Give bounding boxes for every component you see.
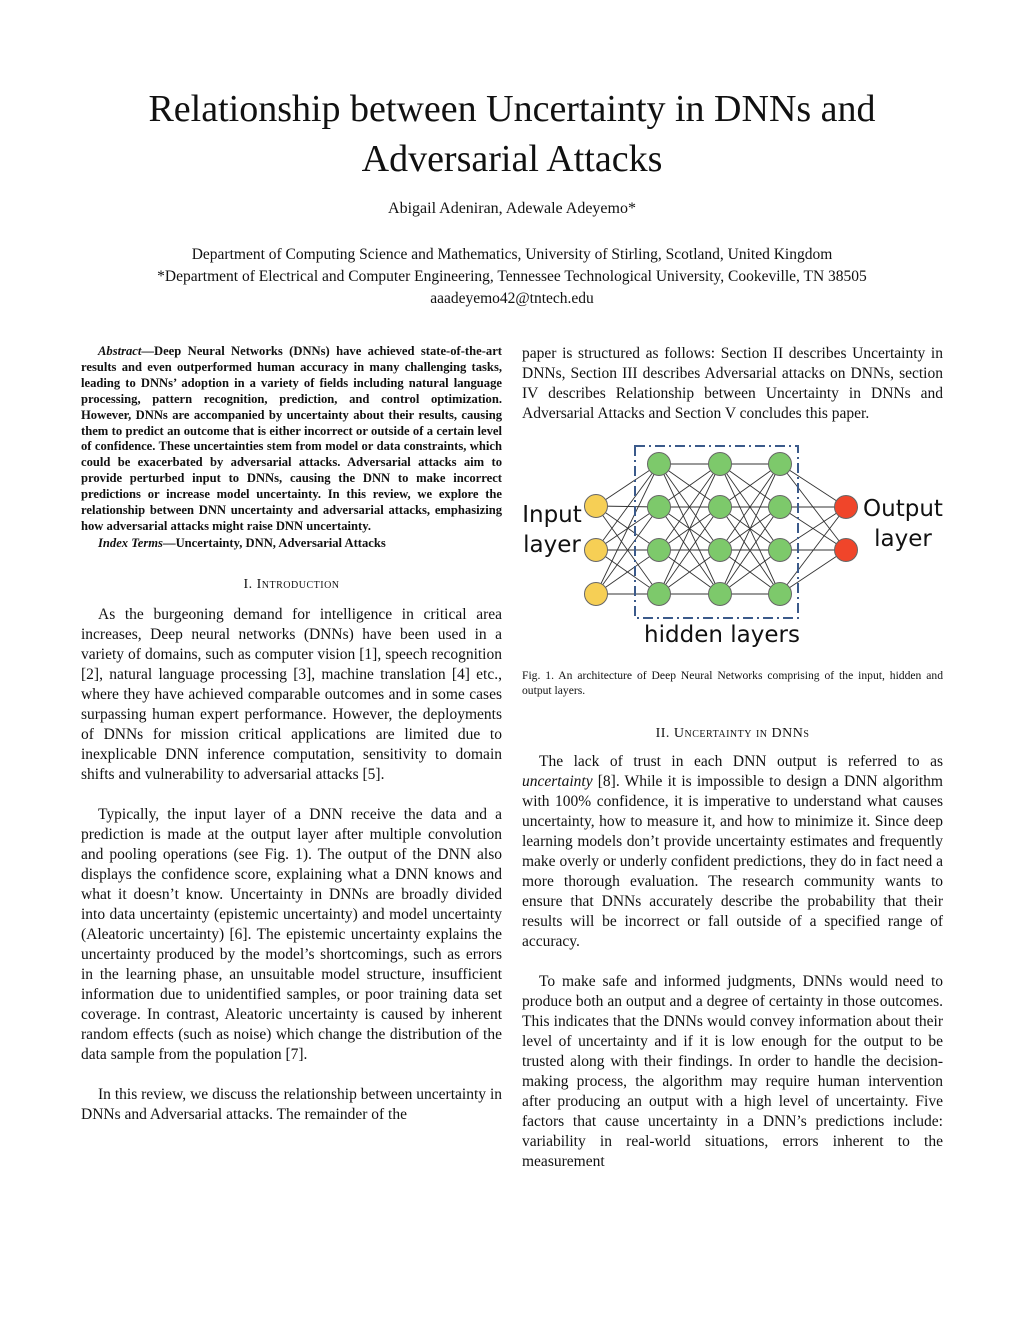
uncertainty-paragraph-2: To make safe and informed judgments, DNNs would need to produce both an output and a degree of certainty in those outcomes. This indicates that the DNNs would convey information about their level of uncertainty and if it is low enough for the output to be trusted along with their findings. In order to handle the decision-making process, the algorithm may require human intervention after producing an output with a high level of uncertainty. Five factors that cause uncertainty in a DNN’s predictions include: variability in real-world situations, errors inherent to the measurement	[522, 973, 943, 1170]
abstract-label: Abstract	[98, 344, 142, 358]
figure-1-caption: Fig. 1. An architecture of Deep Neural Networks comprising of the input, hidden and output layers.	[522, 669, 943, 697]
affiliations	[0, 244, 1024, 310]
intro-paragraph-2: Typically, the input layer of a DNN receive the data and a prediction is made at the output layer after multiple convolution and pooling operations (see Fig. 1). The output of the DNN also displays the confidence score, explaining what a DNN knows and what it doesn’t know. Uncertainty in DNNs are broadly divided into data uncertainty (epistemic uncertainty) and model uncertainty (Aleatoric uncertainty) [6]. The epistemic uncertainty explains the uncertainty produced by the model’s shortcomings, such as errors in the learning phase, an unsuitable model structure, insufficient information due to unidentified samples, or poor training data set coverage. In contrast, Aleatoric uncertainty is caused by inherent random effects (such as noise) which change the distribution of the data sample from the population [7].	[81, 805, 502, 1063]
intro-paragraph-3: In this review, we discuss the relationship between uncertainty in DNNs and Adversarial attacks. The remainder of the	[81, 1085, 502, 1123]
p1-after: [8]. While it is impossible to design a DNN algorithm with 100% confidence, it is imperative to understand what causes uncertainty, how to measure it, and how to minimize it. Since deep learning models don’t provide uncertainty estimates and frequently make overly or underly confident predictions, they do in fact need a more thorough evaluation. The research community wants to ensure that DNNs accurately describe the probability that their results will be incorrect or fall outside of a specified range of accuracy.	[522, 773, 943, 950]
hidden-1-node	[648, 453, 671, 476]
index-terms-text: —Uncertainty, DNN, Adversarial Attacks	[162, 535, 386, 550]
affiliation-2: *Department of Electrical and Computer Engineering, Tennessee Technological University, Cookeville, TN 38505	[157, 268, 867, 285]
affiliation-1: Department of Computing Science and Mathematics, University of Stirling, Scotland, United Kingdom	[191, 246, 833, 263]
hidden-2-node	[709, 496, 732, 519]
section-1-heading	[81, 577, 502, 593]
input-label-line-1: Input	[522, 502, 582, 528]
paper-structure-paragraph: paper is structured as follows: Section II describes Uncertainty in DNNs, Section III describes Adversarial attacks on DNNs, section IV describes Relationship between Uncertainty in DNNs and Adversarial Attacks and Section V concludes this paper.	[522, 345, 943, 422]
hidden-1-node	[648, 496, 671, 519]
section-1-title: Introduction	[256, 576, 340, 592]
paper-title	[0, 84, 1024, 184]
left-column	[81, 344, 502, 1125]
input-node	[585, 583, 608, 606]
title-line-2: Adversarial Attacks	[361, 138, 663, 180]
network-edges	[596, 464, 846, 594]
output-node	[835, 496, 858, 519]
edge	[596, 464, 659, 594]
hidden-2-node	[709, 539, 732, 562]
section-2-number: II.	[655, 726, 670, 741]
section-2-heading	[522, 726, 943, 742]
hidden-3-node	[769, 496, 792, 519]
title-line-1: Relationship between Uncertainty in DNNs and	[148, 88, 876, 130]
hidden-3-node	[769, 583, 792, 606]
hidden-2-node	[709, 583, 732, 606]
p1-before: The lack of trust in each DNN output is referred to as	[539, 753, 943, 770]
section-1-number: I.	[243, 576, 253, 592]
uncertainty-term: uncertainty	[522, 773, 593, 790]
hidden-3-node	[769, 539, 792, 562]
output-label-line-1: Output	[863, 496, 943, 522]
index-terms	[81, 535, 502, 551]
right-column	[522, 344, 943, 1172]
email: aaadeyemo42@tntech.edu	[430, 290, 594, 307]
uncertainty-paragraph-1	[522, 752, 943, 952]
figure-1	[522, 444, 943, 652]
output-node	[835, 539, 858, 562]
network-nodes	[585, 453, 858, 606]
input-node	[585, 495, 608, 518]
input-node	[585, 539, 608, 562]
hidden-layers-label: hidden layers	[644, 622, 800, 648]
abstract	[81, 344, 502, 535]
output-layer-label	[858, 494, 948, 554]
input-label-line-2: layer	[523, 532, 581, 558]
authors: Abigail Adeniran, Adewale Adeyemo*	[388, 200, 636, 217]
abstract-text: —Deep Neural Networks (DNNs) have achieved state-of-the-art results and even outperformed human accuracy in many challenging tasks, leading to DNNs’ adoption in a variety of fields including natural language processing, pattern recognition, prediction, and control optimization. However, DNNs are accompanied by uncertainty about their results, causing them to predict an outcome that is either incorrect or outside of a certain level of confidence. These uncertainties stem from model or data constraints, which could be exacerbated by adversarial attacks. Adversarial attacks aim to provide perturbed input to DNNs, causing the DNN to make incorrect predictions or increase model uncertainty. In this review, we explore the relationship between DNN uncertainty and adversarial attacks, emphasizing how adversarial attacks might raise DNN uncertainty.	[81, 344, 502, 533]
hidden-3-node	[769, 453, 792, 476]
hidden-1-node	[648, 583, 671, 606]
section-2-title: Uncertainty in DNNs	[673, 726, 810, 741]
output-label-line-2: layer	[874, 526, 932, 552]
hidden-1-node	[648, 539, 671, 562]
index-terms-label: Index Terms	[98, 535, 163, 550]
input-layer-label	[518, 500, 586, 560]
hidden-2-node	[709, 453, 732, 476]
intro-paragraph-1: As the burgeoning demand for intelligence in critical area increases, Deep neural networks (DNNs) have been used in a variety of domains, such as computer vision [1], speech recognition [2], natural language processing [3], machine translation [4] etc., where they have achieved comparable outcomes and in some cases surpassing human expert performance. However, the deployments of DNNs for mission critical applications are limited due to inexplicable DNN inference computation, sensitivity to domain shifts and vulnerability to adversarial attacks [5].	[81, 605, 502, 783]
